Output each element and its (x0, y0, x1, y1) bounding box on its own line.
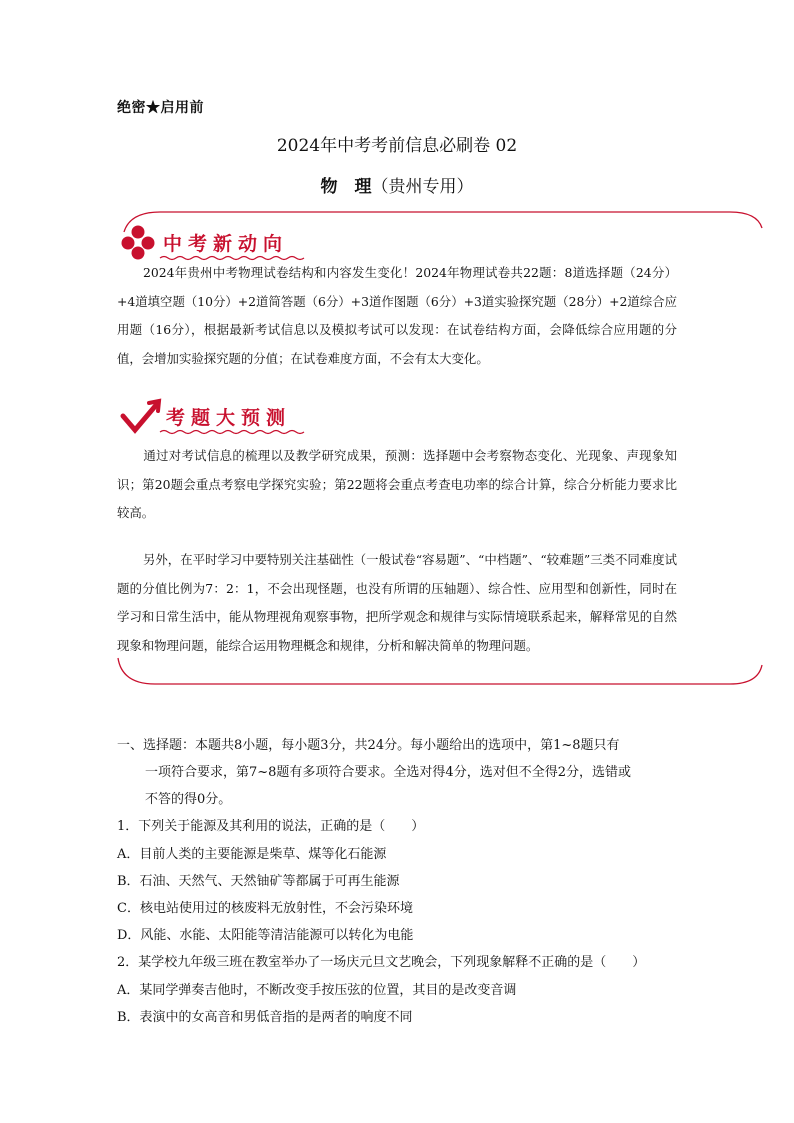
trend-paragraph (117, 259, 677, 373)
section-heading-trend: 中考新动向 (163, 233, 289, 255)
section-heading-predict: 考题大预测 (166, 407, 292, 429)
question-2-option-b: B．表演中的女高音和男低音指的是两者的响度不同 (117, 1010, 413, 1025)
question-1-stem: 1．下列关于能源及其利用的说法，正确的是（ ） (117, 819, 425, 834)
question-1-option-c: C．核电站使用过的核废料无放射性，不会污染环境 (117, 901, 413, 916)
question-1-option-b: B．石油、天然气、天然铀矿等都属于可再生能源 (117, 874, 400, 889)
predict-text-1: 通过对考试信息的梳理以及教学研究成果，预测：选择题中会考察物态变化、光现象、声现象知识；第20题会重点考察电学探究实验；第22题将会重点考查电功率的综合计算，综合分析能力要求比较高。 (117, 448, 677, 520)
predict-text-2: 另外，在平时学习中要特别关注基础性（一般试卷“容易题”、“中档题”、“较难题”三类不同难度试题的分值比例为7：2：1，不会出现怪题，也没有所谓的压轴题）、综合性、应用型和创新性，同时在学习和日常生活中，能从物理视角观察事物，把所学观念和规律与实际情境联系起来，解释常见的自然现象和物理问题，能综合运用物理概念和规律，分析和解决简单的物理问题。 (117, 552, 677, 653)
part1-instruction-line-3: 不答的得0分。 (145, 792, 232, 807)
confidential-label: 绝密★启用前 (117, 100, 204, 116)
exam-subject (0, 172, 794, 197)
check-arrow-icon (123, 401, 159, 430)
question-2-stem: 2．某学校九年级三班在教室举办了一场庆元旦文艺晚会，下列现象解释不正确的是（ ） (117, 955, 646, 970)
question-1-option-d: D．风能、水能、太阳能等清洁能源可以转化为电能 (117, 928, 414, 943)
predict-paragraph-2 (117, 546, 677, 660)
question-1-option-a: A．目前人类的主要能源是柴草、煤等化石能源 (117, 847, 387, 862)
trend-text: 2024年贵州中考物理试卷结构和内容发生变化！2024年物理试卷共22题：8道选择题（24分）+4道填空题（10分）+2道简答题（6分）+3道作图题（6分）+3道实验探究题（28分）+2道综合应用题（16分），根据最新考试信息以及模拟考试可以发现：在试卷结构方面，会降低综合应用题的分值，会增加实验探究题的分值；在试卷难度方面，不会有太大变化。 (117, 265, 677, 366)
question-2-option-a: A．某同学弹奏吉他时，不断改变手按压弦的位置，其目的是改变音调 (117, 983, 517, 998)
exam-title: 2024年中考考前信息必刷卷 02 (276, 136, 518, 156)
subject-note: （贵州专用） (371, 177, 474, 197)
predict-paragraph-1 (117, 442, 677, 528)
subject-name: 物 理 (320, 177, 372, 197)
flower-icon (122, 226, 155, 260)
part1-instruction-line-1: 一、选择题：本题共8小题，每小题3分，共24分。每小题给出的选项中，第1~8题只有 (117, 738, 620, 753)
part1-instruction-line-2: 一项符合要求，第7~8题有多项符合要求。全选对得4分，选对但不全得2分，选错或 (145, 765, 631, 780)
